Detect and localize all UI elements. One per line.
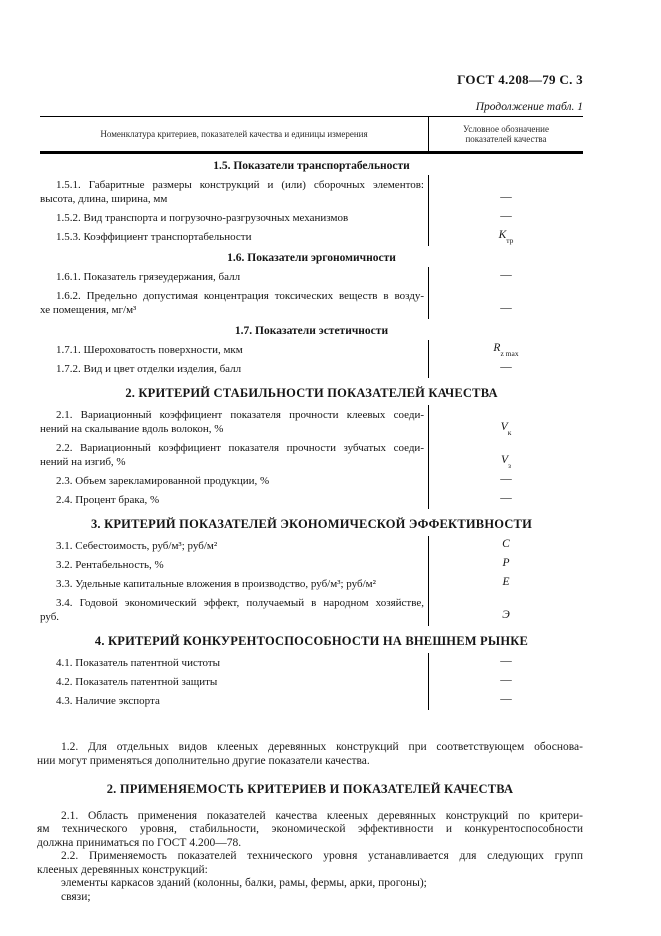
paragraph-2-1	[37, 810, 583, 851]
table-row	[40, 672, 583, 691]
indicator-name-line: 2.3. Объем зарекламированной продукции, %	[56, 474, 270, 487]
table-row	[40, 267, 583, 286]
table-row	[40, 438, 583, 471]
indicator-name-line: 1.7.1. Шероховатость поверхности, мкм	[56, 343, 243, 356]
indicator-name-line: 2.2. Вариационный коэффициент показателя прочности зубчатых соеди-	[56, 441, 424, 454]
table-section-heading: 1.5. Показатели транспортабельности	[213, 160, 410, 172]
table-row	[40, 536, 583, 555]
indicator-name-cell	[40, 574, 428, 593]
indicator-name-cell	[40, 593, 428, 626]
nomenclature-header-cell: Номенклатура критериев, показателей качества и единицы измерения	[100, 129, 368, 139]
no-designation-dash: —	[500, 302, 512, 314]
indicator-name-cell	[40, 653, 428, 672]
no-designation-dash: —	[500, 210, 512, 222]
designation-cell: R z max	[428, 340, 583, 359]
indicator-name-line: хе помещения, мг/м³	[40, 303, 137, 316]
designation-symbol: Э	[502, 609, 510, 621]
designation-cell	[428, 593, 583, 626]
list-item: элементы каркасов зданий (колонны, балки, рамы, фермы, арки, прогоны);	[61, 877, 427, 889]
indicator-name-line: нений на скалывание вдоль волокон, %	[40, 422, 224, 435]
indicator-name-line: 3.1. Себестоимость, руб/м³; руб/м²	[56, 539, 218, 552]
table-row	[40, 175, 583, 208]
designation-cell	[428, 359, 583, 378]
indicator-name-line: 4.3. Наличие экспорта	[56, 694, 160, 707]
designation-cell	[428, 555, 583, 574]
no-designation-dash: —	[500, 492, 512, 504]
table-row	[40, 286, 583, 319]
paragraph-line: должна приниматься по ГОСТ 4.200—78.	[37, 836, 242, 849]
no-designation-dash: —	[500, 269, 512, 281]
designation-cell: V з	[428, 438, 583, 471]
designation-cell	[428, 286, 583, 319]
table-header-row	[40, 116, 583, 154]
indicator-name-line: 1.5.2. Вид транспорта и погрузочно-разгрузочных механизмов	[56, 211, 349, 224]
paragraph-line: нии могут применяться дополнительно другие показатели качества.	[37, 754, 370, 767]
table-row	[40, 490, 583, 509]
table-row	[40, 405, 583, 438]
table-row	[40, 340, 583, 359]
designation-cell	[428, 672, 583, 691]
designation-symbol: С	[502, 538, 510, 550]
table-section-heading: 2. КРИТЕРИЙ СТАБИЛЬНОСТИ ПОКАЗАТЕЛЕЙ КАЧЕСТВА	[125, 386, 498, 400]
table-row	[40, 471, 583, 490]
indicator-name-cell	[40, 438, 428, 471]
indicator-name-line: высота, длина, ширина, мм	[40, 192, 168, 205]
designation-symbol: R	[493, 342, 501, 354]
paragraph-line: клееных деревянных конструкций:	[37, 863, 208, 876]
designation-cell	[428, 574, 583, 593]
table-row	[40, 359, 583, 378]
indicator-name-cell	[40, 267, 428, 286]
indicator-name-line: 3.2. Рентабельность, %	[56, 558, 164, 571]
designation-cell	[428, 653, 583, 672]
indicator-name-line: 4.1. Показатель патентной чистоты	[56, 656, 221, 669]
indicator-name-cell	[40, 227, 428, 246]
indicator-name-line: 1.7.2. Вид и цвет отделки изделия, балл	[56, 362, 242, 375]
indicator-name-line: 3.4. Годовой экономический эффект, получаемый в народном хозяйстве,	[56, 596, 424, 609]
indicator-name-line: 4.2. Показатель патентной защиты	[56, 675, 218, 688]
indicator-name-line: 1.5.1. Габаритные размеры конструкций и (или) сборочных элементов:	[56, 178, 424, 191]
indicator-name-cell	[40, 691, 428, 710]
designation-symbol: V	[501, 454, 509, 466]
indicator-name-cell	[40, 490, 428, 509]
construction-groups-list	[37, 877, 583, 904]
designation-header-cell	[428, 117, 583, 151]
table-section-heading: 1.7. Показатели эстетичности	[234, 325, 389, 337]
indicator-name-line: 1.5.3. Коэффициент транспортабельности	[56, 230, 252, 243]
indicator-name-cell	[40, 555, 428, 574]
no-designation-dash: —	[500, 361, 512, 373]
indicator-name-line: 1.6.1. Показатель грязеудержания, балл	[56, 270, 241, 283]
paragraph-1-2	[37, 741, 583, 768]
designation-symbol: Р	[502, 557, 510, 569]
designation-cell: V к	[428, 405, 583, 438]
indicator-name-cell	[40, 286, 428, 319]
section-2-heading: 2. ПРИМЕНЯЕМОСТЬ КРИТЕРИЕВ И ПОКАЗАТЕЛЕЙ КАЧЕСТВА	[106, 782, 514, 796]
table-row	[40, 208, 583, 227]
indicator-name-cell	[40, 536, 428, 555]
designation-symbol: K	[498, 229, 507, 241]
indicator-name-cell	[40, 359, 428, 378]
indicator-name-cell	[40, 175, 428, 208]
designation-cell	[428, 490, 583, 509]
designation-cell	[428, 471, 583, 490]
paragraph-line: 2.1. Область применения показателей качества клееных деревянных конструкций по критери-	[61, 809, 583, 822]
table-section-heading: 4. КРИТЕРИЙ КОНКУРЕНТОСПОСОБНОСТИ НА ВНЕШНЕМ РЫНКЕ	[94, 634, 529, 648]
designation-cell	[428, 267, 583, 286]
no-designation-dash: —	[500, 191, 512, 203]
table-row	[40, 653, 583, 672]
paragraph-line: 1.2. Для отдельных видов клееных деревянных конструкций при соответствующем обоснова-	[61, 741, 583, 753]
table-section-heading: 1.6. Показатели эргономичности	[227, 252, 396, 264]
indicator-name-line: 3.3. Удельные капитальные вложения в производство, руб/м³; руб/м²	[56, 577, 376, 590]
quality-indicators-table	[40, 116, 583, 710]
indicator-name-line: 2.4. Процент брака, %	[56, 493, 160, 506]
no-designation-dash: —	[500, 655, 512, 667]
gost-page-header: ГОСТ 4.208—79 С. 3	[457, 72, 583, 87]
body-text	[37, 741, 583, 904]
indicator-name-line: 2.1. Вариационный коэффициент показателя прочности клеевых соеди-	[56, 408, 424, 421]
spacer	[0, 710, 661, 741]
indicator-name-line: нений на изгиб, %	[40, 455, 126, 468]
indicator-name-cell	[40, 208, 428, 227]
indicator-name-line: руб.	[40, 610, 60, 623]
designation-cell	[428, 175, 583, 208]
indicator-name-cell	[40, 471, 428, 490]
no-designation-dash: —	[500, 473, 512, 485]
designation-header-text: Условное обозначение показателей качества	[463, 124, 549, 144]
indicator-name-cell	[40, 672, 428, 691]
designation-cell: K тр	[428, 227, 583, 246]
table-section-heading: 3. КРИТЕРИЙ ПОКАЗАТЕЛЕЙ ЭКОНОМИЧЕСКОЙ ЭФФЕКТИВНОСТИ	[90, 517, 533, 531]
paragraph-2-2	[37, 850, 583, 877]
list-item: связи;	[61, 890, 91, 903]
designation-symbol: Е	[502, 576, 510, 588]
no-designation-dash: —	[500, 693, 512, 705]
designation-cell	[428, 208, 583, 227]
paragraph-line: 2.2. Применяемость показателей технического уровня устанавливается для следующих групп	[61, 850, 583, 862]
table-body	[40, 154, 583, 710]
indicator-name-line: 1.6.2. Предельно допустимая концентрация токсических веществ в возду-	[56, 289, 424, 302]
indicator-name-cell	[40, 340, 428, 359]
table-row	[40, 555, 583, 574]
designation-symbol: V	[500, 421, 508, 433]
table-row	[40, 691, 583, 710]
table-row	[40, 593, 583, 626]
paragraph-line: ям технического уровня, стабильности, экономической эффективности и конкурентоспособности	[37, 823, 583, 835]
table-caption-text: Продолжение табл. 1	[475, 101, 583, 113]
table-row	[40, 574, 583, 593]
designation-cell	[428, 536, 583, 555]
designation-cell	[428, 691, 583, 710]
table-row	[40, 227, 583, 246]
table-caption	[0, 101, 583, 113]
indicator-name-cell	[40, 405, 428, 438]
no-designation-dash: —	[500, 674, 512, 686]
